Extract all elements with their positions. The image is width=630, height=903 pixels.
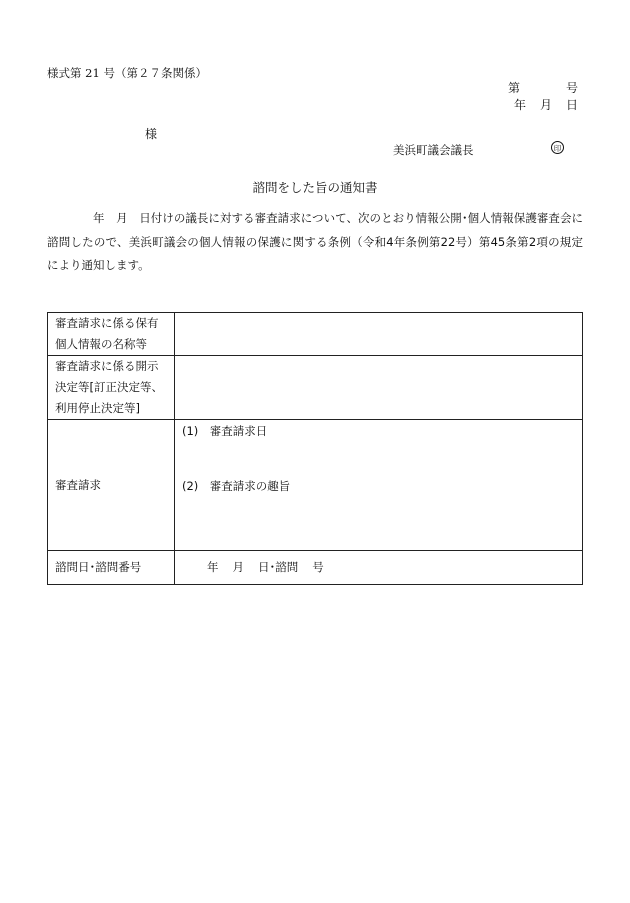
consult-month: 月	[232, 560, 244, 574]
document-number-prefix: 第	[507, 81, 520, 95]
sender-name: 美浜町議会議長	[393, 143, 474, 157]
consult-year: 年	[207, 560, 219, 574]
date-month: 月	[539, 98, 552, 112]
document-number-suffix: 号	[565, 81, 578, 95]
row-label-review-request: 審査請求	[48, 420, 175, 551]
recipient-honorific: 様	[145, 127, 158, 141]
body-paragraph	[47, 207, 583, 278]
row-value-consultation	[175, 551, 583, 585]
form-number: 様式第 21 号（第２７条関係）	[47, 66, 207, 80]
review-request-date-item: (1) 審査請求日	[182, 424, 268, 438]
row-label-consultation: 諮問日･諮問番号	[48, 551, 175, 585]
row-label-disclosure-decision	[48, 356, 175, 420]
label-line: 決定等[訂正決定等、	[55, 380, 163, 394]
row-label-information-name	[48, 313, 175, 356]
table-row	[48, 420, 583, 551]
review-request-purpose-item: (2) 審査請求の趣旨	[182, 479, 291, 493]
table-row	[48, 551, 583, 585]
document-number-line	[508, 79, 578, 96]
date-year: 年	[513, 98, 526, 112]
consult-number: 号	[312, 560, 324, 574]
consult-day: 日･	[258, 560, 276, 574]
label-line: 審査請求に係る開示	[55, 359, 159, 373]
body-text: 年 月 日付けの議長に対する審査請求について、次のとおり情報公開･個人情報保護審査会に諮問したので、美浜町議会の個人情報の保護に関する条例（令和4年条例第22号）第45条第2項の規定により通知します。	[47, 211, 583, 272]
notification-table	[47, 312, 583, 585]
label-line: 審査請求に係る保有	[55, 316, 159, 330]
document-date-line	[514, 96, 578, 113]
table-row	[48, 313, 583, 356]
date-day: 日	[565, 98, 578, 112]
row-value-information-name	[175, 313, 583, 356]
row-value-disclosure-decision	[175, 356, 583, 420]
seal-mark: 印	[551, 141, 564, 154]
label-line: 利用停止決定等]	[55, 401, 140, 415]
row-value-review-request	[175, 420, 583, 551]
document-title: 諮問をした旨の通知書	[252, 180, 378, 195]
table-row	[48, 356, 583, 420]
consult-label: 諮問	[275, 560, 299, 574]
label-line: 個人情報の名称等	[55, 337, 147, 351]
